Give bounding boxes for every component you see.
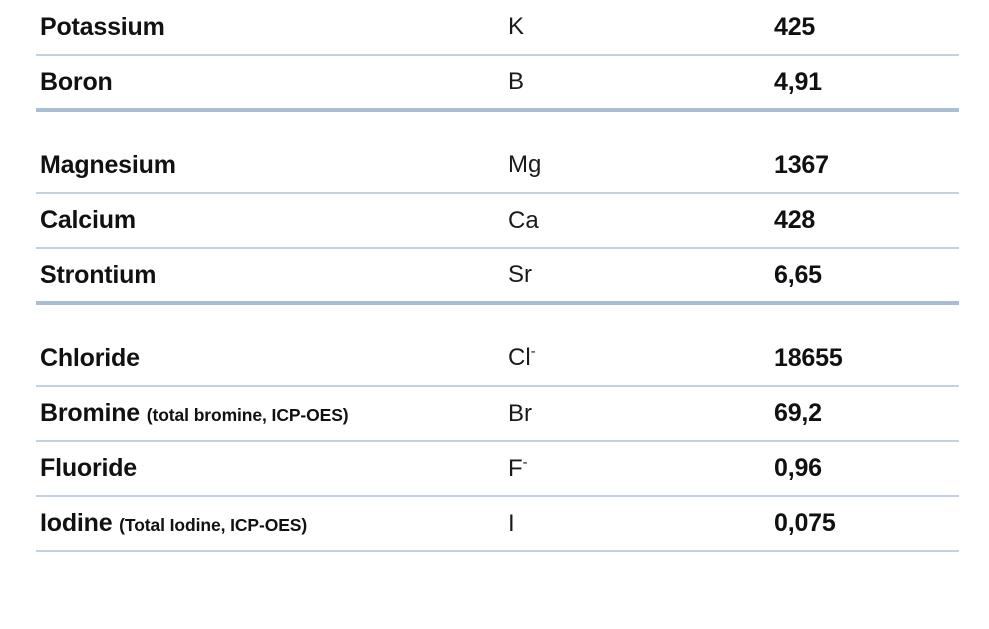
element-name-cell [36, 248, 506, 303]
element-name-cell [36, 441, 506, 496]
element-value: 69,2 [774, 399, 822, 427]
element-symbol: Sr [508, 261, 532, 288]
element-value: 428 [774, 206, 816, 234]
element-name: Potassium [40, 12, 165, 41]
element-value-cell [766, 138, 959, 193]
table-row [36, 193, 959, 248]
element-value: 0,075 [774, 509, 836, 537]
element-name: Strontium [40, 260, 157, 289]
mineral-table [36, 0, 959, 552]
element-symbol-cell [506, 248, 766, 303]
table-row [36, 55, 959, 110]
element-value-cell [766, 248, 959, 303]
element-name-cell [36, 193, 506, 248]
element-symbol: Mg [508, 151, 542, 178]
element-value: 6,65 [774, 260, 822, 289]
table-row [36, 441, 959, 496]
element-symbol: B [508, 68, 525, 95]
element-value: 18655 [774, 343, 843, 372]
element-name-cell [36, 0, 506, 55]
element-symbol: I [508, 509, 515, 537]
element-name-cell [36, 331, 506, 386]
element-symbol: F [508, 454, 523, 482]
element-symbol: K [508, 13, 525, 40]
group-spacer [36, 110, 959, 138]
table-row [36, 386, 959, 441]
element-symbol-cell [506, 0, 766, 55]
element-value-cell [766, 193, 959, 248]
element-value-cell [766, 331, 959, 386]
element-name-note: (Total Iodine, ICP-OES) [119, 515, 308, 535]
element-name-cell [36, 496, 506, 551]
element-name: Chloride [40, 343, 140, 372]
element-value-cell [766, 441, 959, 496]
element-value-cell [766, 496, 959, 551]
element-name-cell [36, 55, 506, 110]
element-name: Boron [40, 67, 113, 96]
element-symbol: Cl [508, 344, 531, 371]
element-value: 1367 [774, 150, 829, 179]
element-symbol-charge: - [522, 453, 528, 471]
element-symbol-cell [506, 193, 766, 248]
table-row [36, 138, 959, 193]
element-symbol-cell [506, 386, 766, 441]
element-symbol: Br [508, 399, 532, 427]
element-value: 425 [774, 12, 816, 41]
group-spacer [36, 303, 959, 331]
element-symbol-cell [506, 138, 766, 193]
element-symbol-cell [506, 496, 766, 551]
element-name: Bromine [40, 399, 141, 427]
element-symbol-cell [506, 331, 766, 386]
element-value: 4,91 [774, 67, 822, 96]
element-name: Iodine [40, 509, 113, 537]
element-name-cell [36, 138, 506, 193]
table-row [36, 248, 959, 303]
table-row [36, 0, 959, 55]
element-name-cell [36, 386, 506, 441]
table-row [36, 331, 959, 386]
element-symbol-cell [506, 441, 766, 496]
element-symbol-cell [506, 55, 766, 110]
element-symbol-charge: - [530, 343, 536, 360]
element-name: Magnesium [40, 150, 176, 179]
element-value-cell [766, 0, 959, 55]
element-value: 0,96 [774, 454, 822, 482]
element-name-note: (total bromine, ICP-OES) [146, 405, 349, 425]
element-name: Calcium [40, 206, 136, 234]
element-value-cell [766, 386, 959, 441]
element-symbol: Ca [508, 206, 539, 234]
element-value-cell [766, 55, 959, 110]
table-row [36, 496, 959, 551]
mineral-table-body [36, 0, 959, 551]
element-name: Fluoride [40, 454, 138, 482]
